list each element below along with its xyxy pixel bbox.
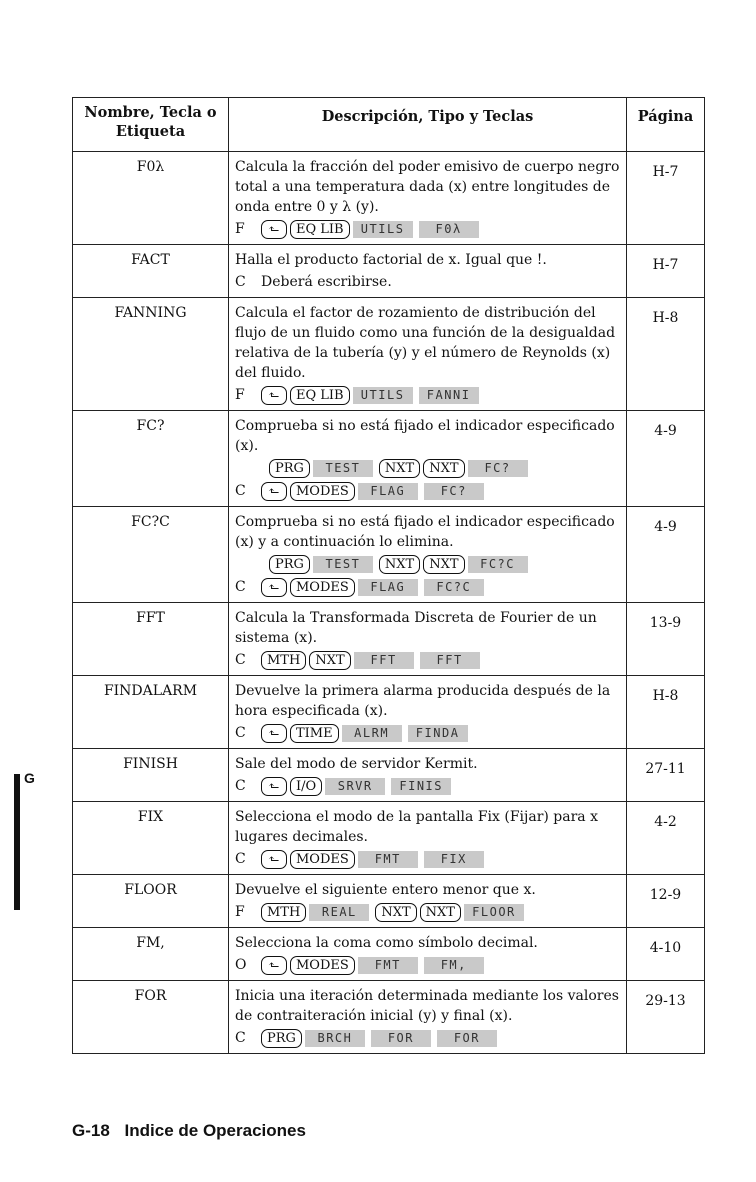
menu-softkey: FMT <box>358 957 418 974</box>
table-row <box>73 507 705 603</box>
operation-description: Comprueba si no está fijado el indicador especificado (x) y a continuación lo elimina. <box>235 514 615 550</box>
operation-description-cell <box>229 875 627 928</box>
operation-page: 27-11 <box>627 749 705 802</box>
menu-softkey: FANNI <box>419 387 479 404</box>
operation-type: F <box>235 387 245 403</box>
calculator-key: PRG <box>269 555 310 574</box>
section-tab-bar <box>14 774 20 910</box>
operation-page: 4-9 <box>627 411 705 507</box>
menu-softkey: BRCH <box>305 1030 365 1047</box>
key-sequence <box>235 458 620 479</box>
operation-description-cell <box>229 928 627 981</box>
table-row <box>73 298 705 411</box>
header-description: Descripción, Tipo y Teclas <box>229 98 627 152</box>
operation-description-cell <box>229 245 627 298</box>
key-sequence <box>235 776 620 797</box>
table-row <box>73 802 705 875</box>
table-header-row <box>73 98 705 152</box>
calculator-key: NXT <box>379 555 420 574</box>
operation-name: FC?C <box>73 507 229 603</box>
operation-description-cell <box>229 749 627 802</box>
menu-softkey: FOR <box>371 1030 431 1047</box>
key-sequence <box>235 650 620 671</box>
key-sequence <box>235 902 620 923</box>
operation-description-cell <box>229 298 627 411</box>
calculator-key: NXT <box>423 555 464 574</box>
operation-description-cell <box>229 507 627 603</box>
menu-softkey: ALRM <box>342 725 402 742</box>
table-row <box>73 981 705 1054</box>
menu-softkey: UTILS <box>353 387 413 404</box>
menu-softkey: SRVR <box>325 778 385 795</box>
key-sequence <box>235 554 620 575</box>
menu-softkey: FFT <box>354 652 414 669</box>
operation-description: Calcula la fracción del poder emisivo de cuerpo negro total a una temperatura dada (x) entre longitudes de onda entre 0 y λ (y). <box>235 159 620 215</box>
menu-softkey: REAL <box>309 904 369 921</box>
calculator-key: PRG <box>269 459 310 478</box>
table-row <box>73 245 705 298</box>
calculator-key: TIME <box>290 724 339 743</box>
table-row <box>73 411 705 507</box>
calculator-key: NXT <box>375 903 416 922</box>
table-row <box>73 152 705 245</box>
operation-type: C <box>235 851 246 867</box>
operation-description: Calcula el factor de rozamiento de distribución del flujo de un fluido como una función de la desigualdad relativa de la tubería (y) y el número de Reynolds (x) del fluido. <box>235 305 616 381</box>
table-row <box>73 603 705 676</box>
operation-page: 13-9 <box>627 603 705 676</box>
calculator-key: MODES <box>290 850 355 869</box>
operation-description-cell <box>229 411 627 507</box>
calculator-key: NXT <box>420 903 461 922</box>
operation-name: FM, <box>73 928 229 981</box>
key-sequence <box>235 849 620 870</box>
operation-name: FIX <box>73 802 229 875</box>
calculator-key: I/O <box>290 777 322 796</box>
menu-softkey: FLOOR <box>464 904 524 921</box>
menu-softkey: FLAG <box>358 579 418 596</box>
table-row <box>73 676 705 749</box>
operation-page: H-7 <box>627 245 705 298</box>
menu-softkey: FC?C <box>424 579 484 596</box>
calculator-key: NXT <box>379 459 420 478</box>
operation-type: C <box>235 725 246 741</box>
operation-description: Devuelve la primera alarma producida después de la hora especificada (x). <box>235 683 611 719</box>
calculator-key: NXT <box>423 459 464 478</box>
menu-softkey: FM, <box>424 957 484 974</box>
left-shift-key-icon: ⬑ <box>261 220 287 239</box>
operation-description: Selecciona la coma como símbolo decimal. <box>235 935 538 951</box>
operation-page: 4-9 <box>627 507 705 603</box>
operation-type: C <box>235 778 246 794</box>
calculator-key: MODES <box>290 578 355 597</box>
operation-type: O <box>235 957 247 973</box>
left-shift-key-icon: ⬑ <box>261 578 287 597</box>
menu-softkey: FFT <box>420 652 480 669</box>
operation-description: Selecciona el modo de la pantalla Fix (Fijar) para x lugares decimales. <box>235 809 598 845</box>
key-sequence <box>235 385 620 406</box>
operation-page: 29-13 <box>627 981 705 1054</box>
key-sequence <box>235 272 620 293</box>
page-footer <box>72 1121 306 1141</box>
operation-description-cell <box>229 152 627 245</box>
left-shift-key-icon: ⬑ <box>261 724 287 743</box>
left-shift-key-icon: ⬑ <box>261 777 287 796</box>
menu-softkey: FC?C <box>468 556 528 573</box>
key-sequence <box>235 481 620 502</box>
operation-type: C <box>235 1030 246 1046</box>
operation-name: FOR <box>73 981 229 1054</box>
table-row <box>73 928 705 981</box>
operation-description-cell <box>229 603 627 676</box>
operation-name: FINISH <box>73 749 229 802</box>
calculator-key: MTH <box>261 651 306 670</box>
operation-name: F0λ <box>73 152 229 245</box>
menu-softkey: F0λ <box>419 221 479 238</box>
table-body <box>73 152 705 1054</box>
key-note: Deberá escribirse. <box>261 274 392 290</box>
section-letter: G <box>24 770 35 786</box>
left-shift-key-icon: ⬑ <box>261 850 287 869</box>
operation-description: Devuelve el siguiente entero menor que x. <box>235 882 536 898</box>
operation-type: C <box>235 579 246 595</box>
menu-softkey: FIX <box>424 851 484 868</box>
operation-name: FANNING <box>73 298 229 411</box>
footer-page-number: G-18 <box>72 1121 110 1140</box>
menu-softkey: TEST <box>313 556 373 573</box>
operation-type: F <box>235 904 245 920</box>
menu-softkey: FINDA <box>408 725 468 742</box>
calculator-key: MODES <box>290 956 355 975</box>
operation-description-cell <box>229 802 627 875</box>
operation-description: Comprueba si no está fijado el indicador especificado (x). <box>235 418 615 454</box>
operation-name: FLOOR <box>73 875 229 928</box>
operation-page: 4-10 <box>627 928 705 981</box>
menu-softkey: FLAG <box>358 483 418 500</box>
table-row <box>73 749 705 802</box>
calculator-key: MTH <box>261 903 306 922</box>
operation-description-cell <box>229 981 627 1054</box>
menu-softkey: UTILS <box>353 221 413 238</box>
header-page: Página <box>627 98 705 152</box>
key-sequence <box>235 1028 620 1049</box>
calculator-key: NXT <box>309 651 350 670</box>
key-sequence <box>235 723 620 744</box>
key-sequence <box>235 219 620 240</box>
operation-page: H-7 <box>627 152 705 245</box>
operation-name: FFT <box>73 603 229 676</box>
calculator-key: MODES <box>290 482 355 501</box>
operation-description: Calcula la Transformada Discreta de Fourier de un sistema (x). <box>235 610 597 646</box>
menu-softkey: TEST <box>313 460 373 477</box>
calculator-key: PRG <box>261 1029 302 1048</box>
menu-softkey: FC? <box>468 460 528 477</box>
operation-type: C <box>235 274 246 290</box>
operation-page: 12-9 <box>627 875 705 928</box>
menu-softkey: FMT <box>358 851 418 868</box>
table-row <box>73 875 705 928</box>
operations-table <box>72 97 705 1054</box>
header-name: Nombre, Tecla o Etiqueta <box>73 98 229 152</box>
left-shift-key-icon: ⬑ <box>261 386 287 405</box>
calculator-key: EQ LIB <box>290 220 350 239</box>
operation-description: Sale del modo de servidor Kermit. <box>235 756 478 772</box>
operation-page: H-8 <box>627 676 705 749</box>
menu-softkey: FC? <box>424 483 484 500</box>
operation-type: C <box>235 483 246 499</box>
operation-description-cell <box>229 676 627 749</box>
operation-name: FC? <box>73 411 229 507</box>
left-shift-key-icon: ⬑ <box>261 956 287 975</box>
key-sequence <box>235 577 620 598</box>
operation-name: FINDALARM <box>73 676 229 749</box>
operation-page: 4-2 <box>627 802 705 875</box>
calculator-key: EQ LIB <box>290 386 350 405</box>
menu-softkey: FOR <box>437 1030 497 1047</box>
footer-title: Indice de Operaciones <box>124 1121 306 1140</box>
operation-page: H-8 <box>627 298 705 411</box>
operation-description: Halla el producto factorial de x. Igual que !. <box>235 252 547 268</box>
operation-description: Inicia una iteración determinada mediante los valores de contraiteración inicial (y) y final (x). <box>235 988 619 1024</box>
operation-type: C <box>235 652 246 668</box>
menu-softkey: FINIS <box>391 778 451 795</box>
key-sequence <box>235 955 620 976</box>
left-shift-key-icon: ⬑ <box>261 482 287 501</box>
operation-type: F <box>235 221 245 237</box>
operation-name: FACT <box>73 245 229 298</box>
